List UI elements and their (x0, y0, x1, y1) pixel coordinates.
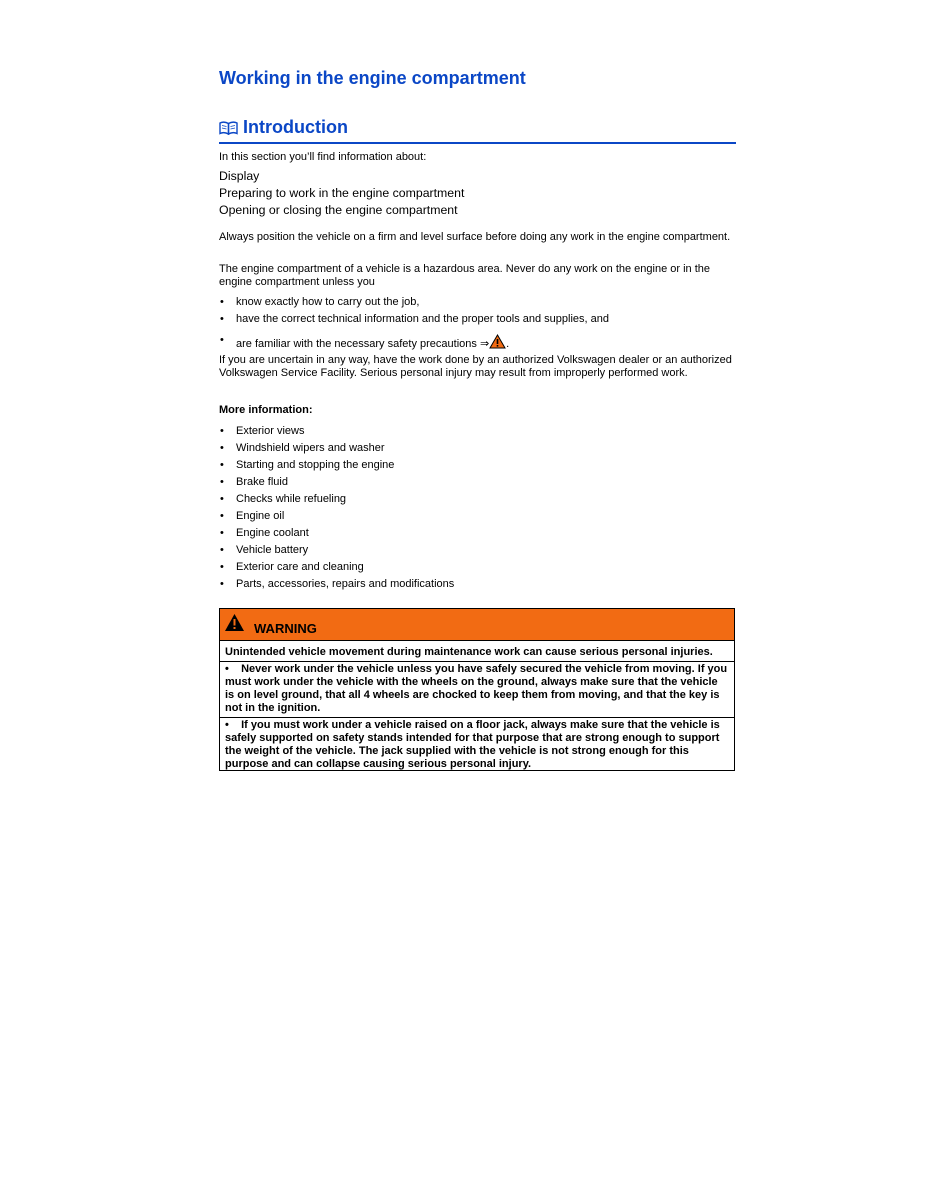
bullet-dot: • (220, 296, 224, 308)
conditions-list (219, 296, 736, 355)
bullet-dot: • (220, 527, 224, 539)
position-vehicle-paragraph: Always position the vehicle on a firm and level surface before doing any work in the engine compartment. (219, 231, 731, 243)
bullet-dot: • (220, 544, 224, 556)
intro-lead: In this section you’ll find information about: (219, 151, 427, 163)
link-parts-accessories[interactable]: Parts, accessories, repairs and modifications (236, 578, 455, 590)
bullet-dot: • (220, 442, 224, 454)
warning-point (220, 663, 734, 718)
list-item[interactable] (219, 425, 736, 442)
link-checks-refueling[interactable]: Checks while refueling (236, 493, 347, 505)
warning-triangle-icon[interactable] (489, 334, 506, 349)
bullet-dot: • (225, 719, 229, 731)
condition-item (219, 296, 736, 313)
condition-item (219, 330, 736, 355)
bullet-dot: • (220, 561, 224, 573)
list-item[interactable] (219, 561, 736, 578)
warning-point (220, 719, 734, 771)
hazard-paragraph: The engine compartment of a vehicle is a hazardous area. Never do any work on the engine or in the engine compartment unless you (219, 263, 711, 288)
bullet-dot: • (220, 313, 224, 325)
section-title: Introduction (243, 117, 348, 137)
more-information-list (219, 425, 736, 595)
warning-label: WARNING (254, 621, 317, 636)
bullet-dot: • (220, 476, 224, 488)
bullet-dot: • (220, 578, 224, 590)
toc-item-display[interactable]: Display (219, 169, 260, 183)
more-information-heading: More information: (219, 404, 313, 416)
link-starting-stopping[interactable]: Starting and stopping the engine (236, 459, 395, 471)
book-icon (219, 121, 238, 135)
link-windshield-wipers[interactable]: Windshield wipers and washer (236, 442, 385, 454)
link-exterior-care[interactable]: Exterior care and cleaning (236, 561, 364, 573)
warning-box (219, 608, 735, 771)
warning-triangle-icon (224, 613, 245, 632)
link-vehicle-battery[interactable]: Vehicle battery (236, 544, 309, 556)
link-brake-fluid[interactable]: Brake fluid (236, 476, 288, 488)
list-item[interactable] (219, 578, 736, 595)
bullet-dot: • (220, 493, 224, 505)
bullet-dot: • (220, 459, 224, 471)
list-item[interactable] (219, 544, 736, 561)
warning-summary: Unintended vehicle movement during maintenance work can cause serious personal injuries. (220, 646, 734, 662)
condition-text: have the correct technical information and the proper tools and supplies, and (236, 313, 610, 325)
section-header (219, 117, 736, 144)
condition-text: know exactly how to carry out the job, (236, 296, 420, 308)
toc-item-preparing[interactable]: Preparing to work in the engine compartment (219, 186, 465, 200)
section-contents-list (219, 168, 464, 219)
bullet-dot: • (220, 510, 224, 522)
warning-point-text: If you must work under a vehicle raised on a floor jack, always make sure that the vehicle is safely supported on safety stands intended for that purpose that are strong enough to support the weight of the vehicle. The jack supplied with the vehicle is not strong enough for this purpose and can collapse causing serious personal injury. (225, 719, 720, 770)
toc-item-opening-closing[interactable]: Opening or closing the engine compartment (219, 203, 458, 217)
bullet-dot: • (220, 334, 224, 346)
list-item[interactable] (219, 493, 736, 510)
list-item[interactable] (219, 442, 736, 459)
list-item[interactable] (219, 459, 736, 476)
bullet-dot: • (220, 425, 224, 437)
warning-point-text: Never work under the vehicle unless you have safely secured the vehicle from moving. If you must work under the vehicle with the wheels on the ground, always make sure that the vehicle is on level ground, that all 4 wheels are chocked to keep them from moving, and that the key is not in the ignition. (225, 663, 728, 714)
condition-text: are familiar with the necessary safety precautions ⇒ (236, 338, 490, 350)
bullet-dot: • (225, 663, 229, 675)
link-engine-coolant[interactable]: Engine coolant (236, 527, 309, 539)
link-exterior-views[interactable]: Exterior views (236, 425, 305, 437)
list-item[interactable] (219, 527, 736, 544)
condition-item (219, 313, 736, 330)
warning-header (220, 609, 734, 641)
condition-end-punctuation: . (506, 338, 510, 350)
uncertain-paragraph: If you are uncertain in any way, have the work done by an authorized Volkswagen dealer or an authorized Volkswagen Service Facility. Serious personal injury may result from improperly performed work. (219, 354, 732, 379)
list-item[interactable] (219, 510, 736, 527)
chapter-title: Working in the engine compartment (219, 68, 526, 88)
link-engine-oil[interactable]: Engine oil (236, 510, 285, 522)
list-item[interactable] (219, 476, 736, 493)
